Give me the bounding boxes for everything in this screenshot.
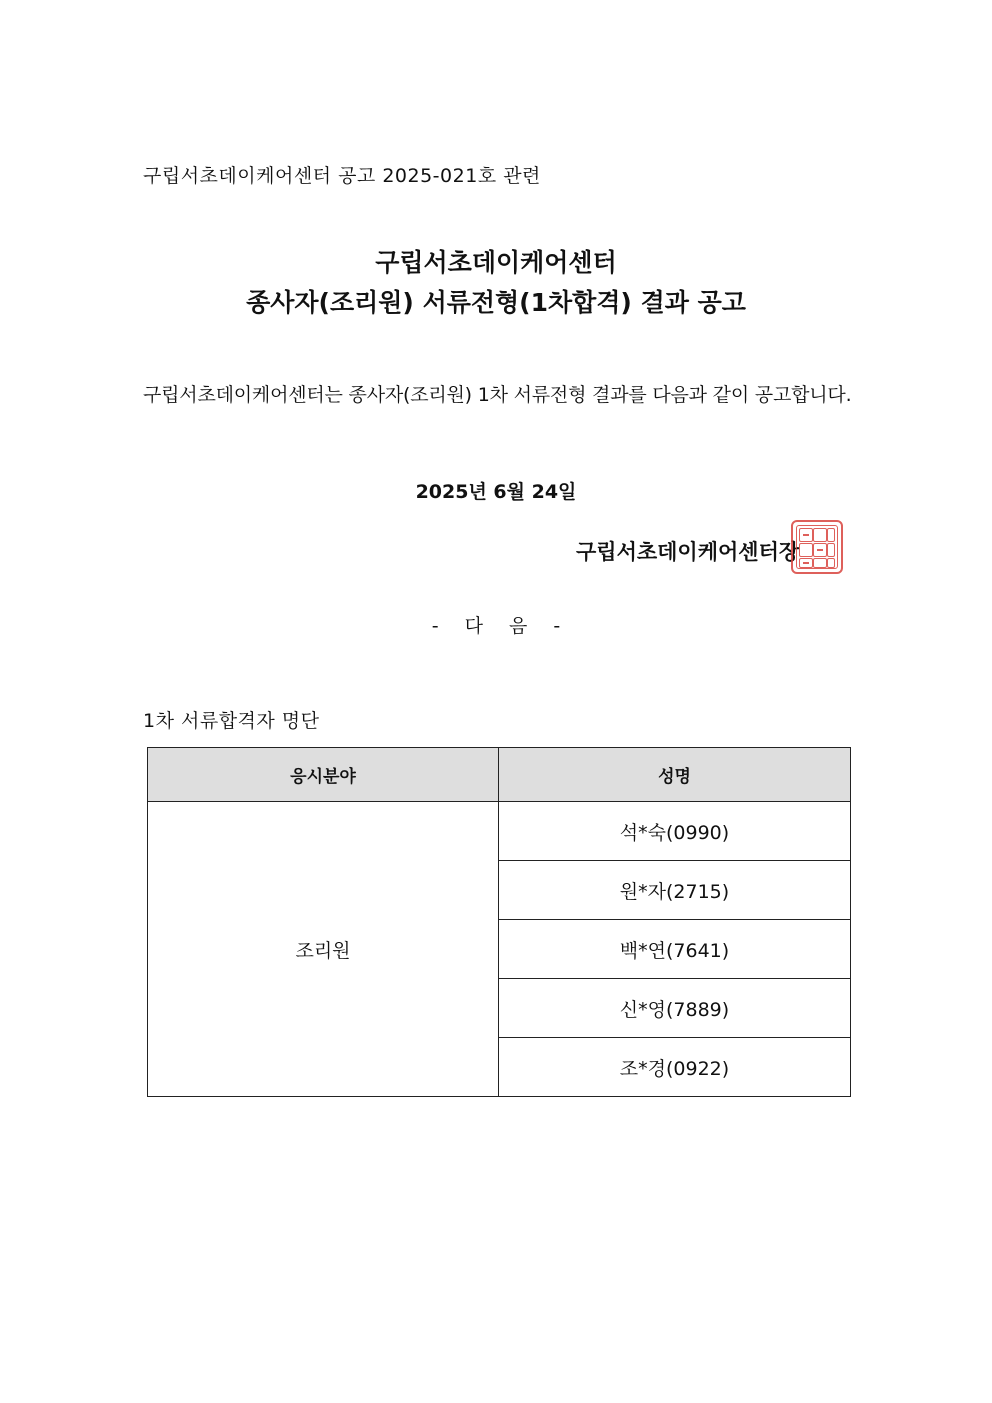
header-field: 응시분야	[148, 748, 499, 802]
next-marker: - 다 음 -	[431, 615, 561, 637]
signer-name: 구립서초데이케어센터장	[576, 540, 800, 564]
list-title: 1차 서류합격자 명단	[143, 710, 320, 732]
announcement-body: 구립서초데이케어센터는 종사자(조리원) 1차 서류전형 결과를 다음과 같이 공고합니다.	[143, 384, 852, 406]
name-cell: 조*경(0922)	[499, 1038, 851, 1097]
official-seal-icon	[791, 520, 843, 574]
field-cell: 조리원	[148, 802, 499, 1097]
header-name: 성명	[499, 748, 851, 802]
name-cell: 신*영(7889)	[499, 979, 851, 1038]
announcement-date: 2025년 6월 24일	[415, 481, 577, 503]
table-row	[148, 802, 851, 861]
table-header-row	[148, 748, 851, 802]
document-title	[0, 243, 992, 323]
title-line-1: 구립서초데이케어센터	[375, 248, 617, 277]
name-cell: 백*연(7641)	[499, 920, 851, 979]
reference-line: 구립서초데이케어센터 공고 2025-021호 관련	[143, 165, 541, 187]
name-cell: 원*자(2715)	[499, 861, 851, 920]
name-cell: 석*숙(0990)	[499, 802, 851, 861]
applicant-table	[147, 747, 851, 1097]
title-line-2: 종사자(조리원) 서류전형(1차합격) 결과 공고	[246, 288, 746, 317]
